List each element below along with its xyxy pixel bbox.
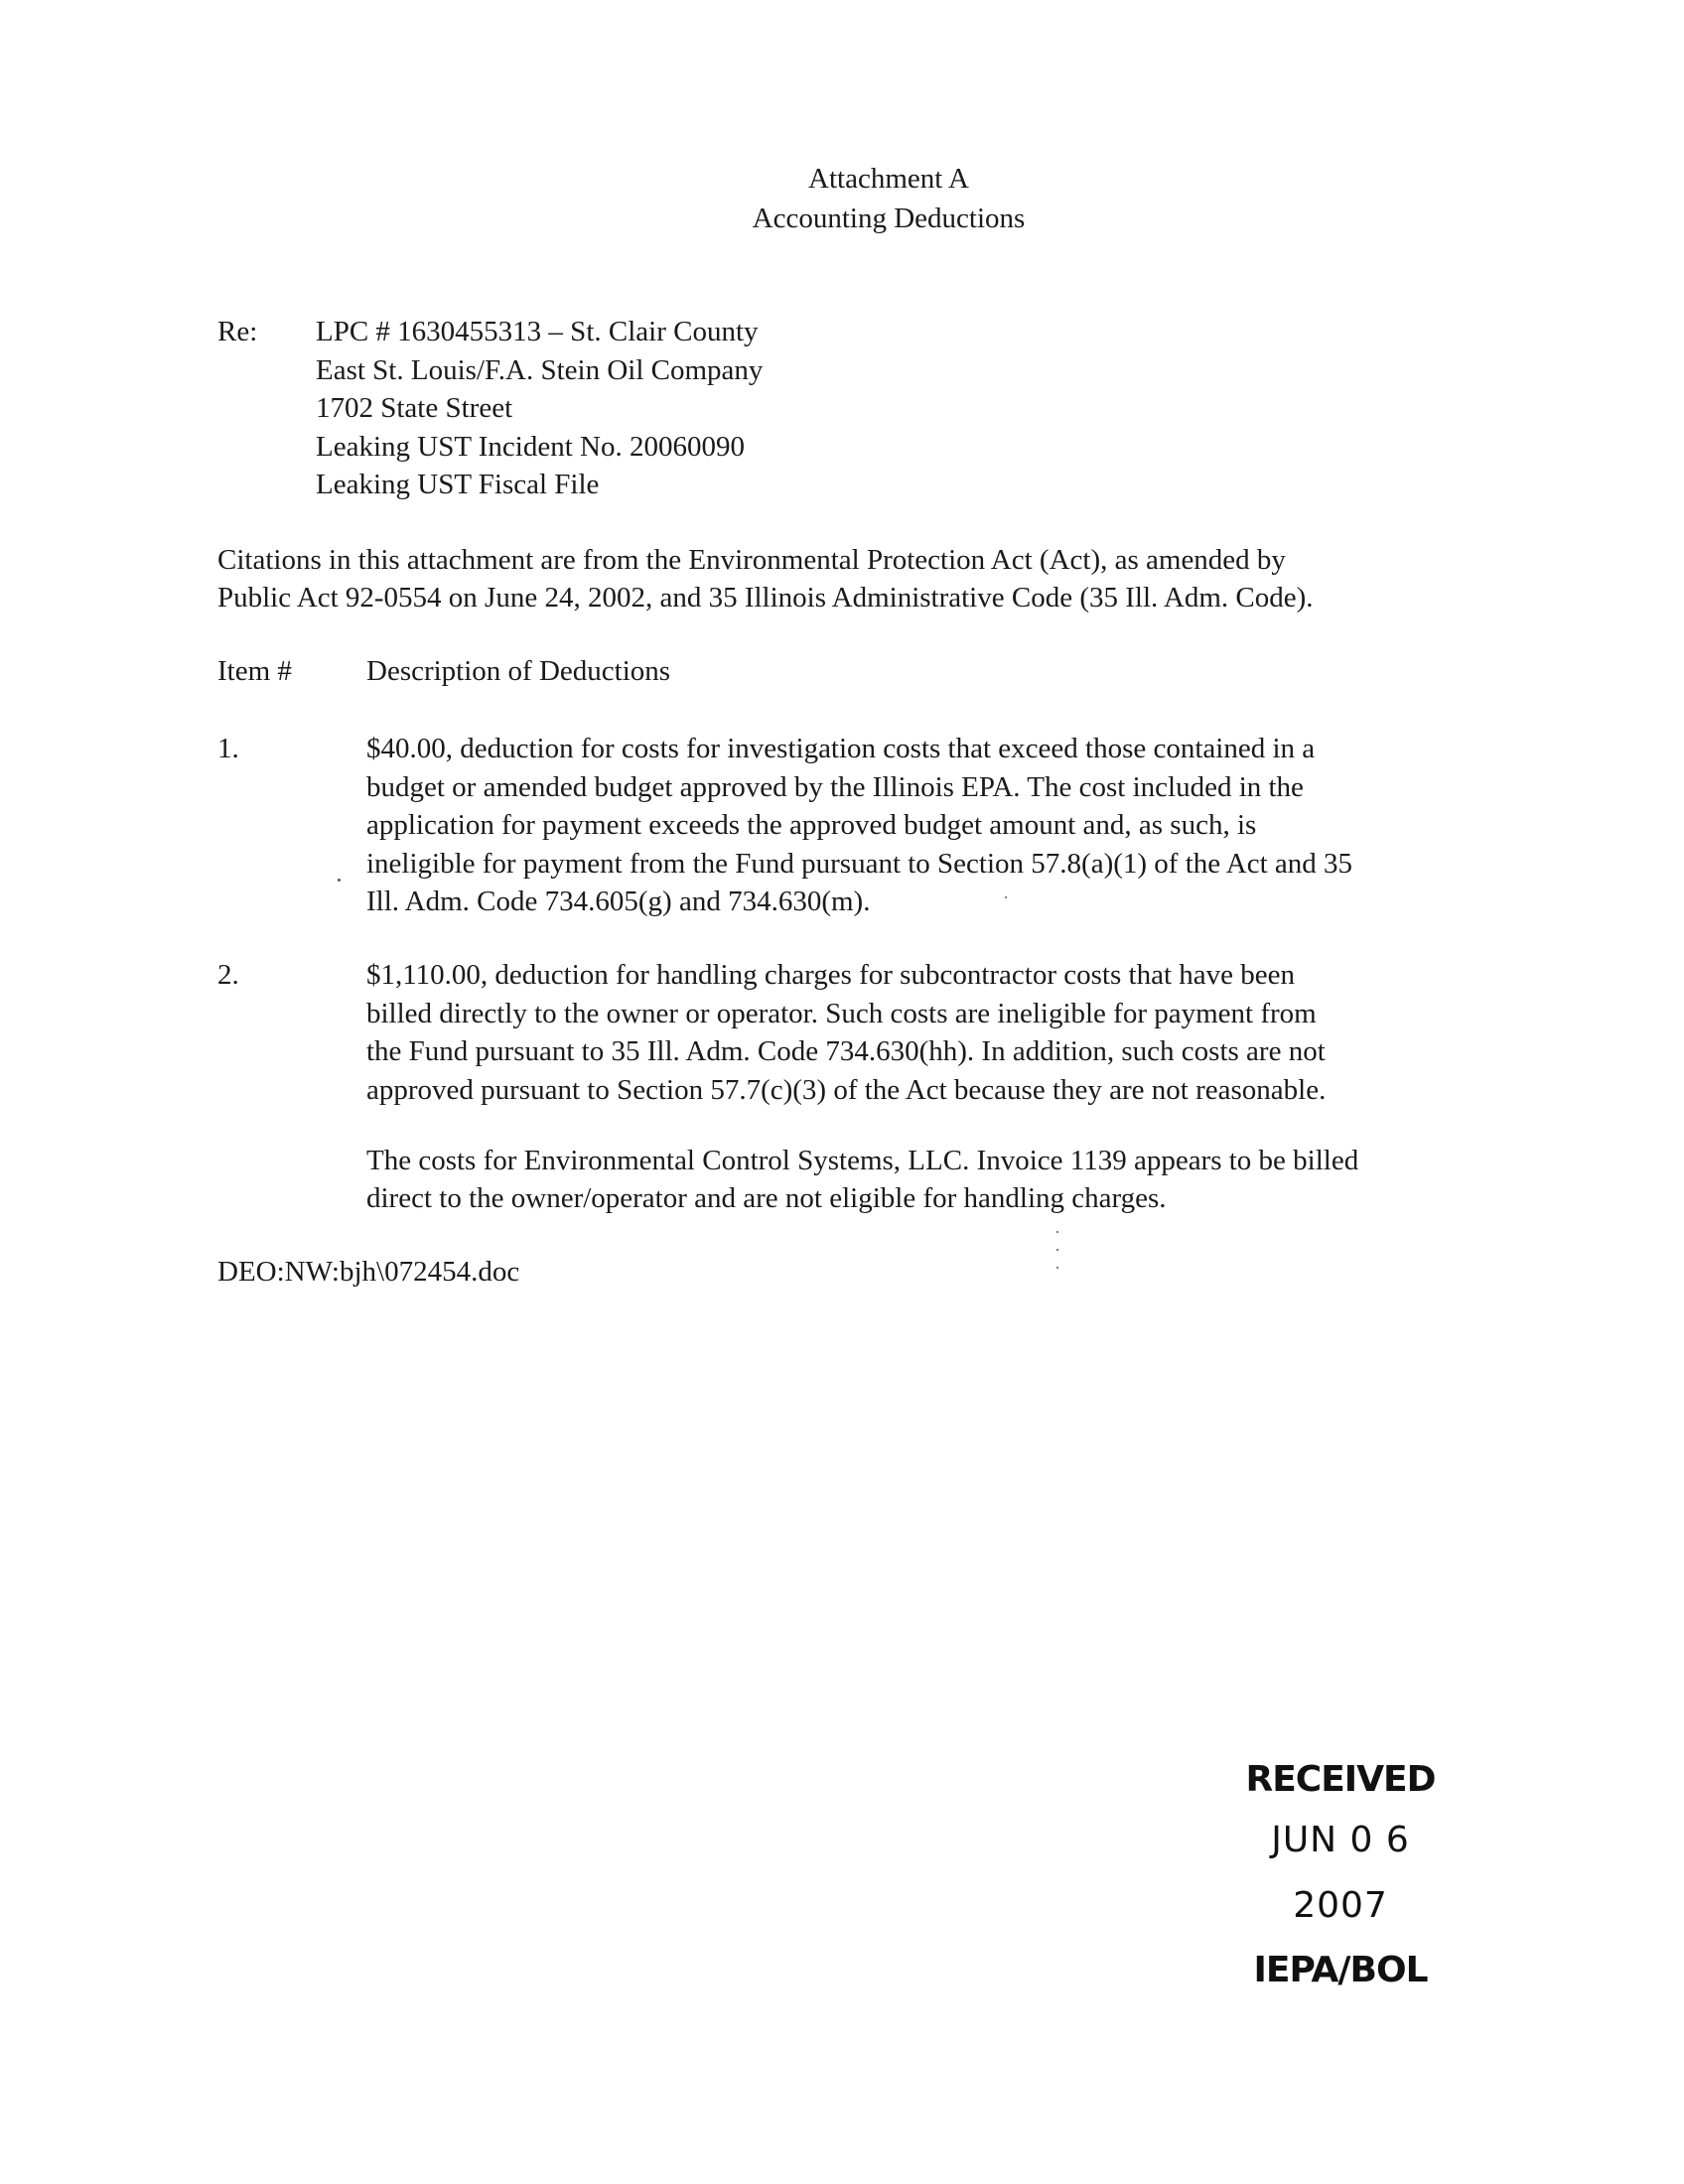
re-line-company: East St. Louis/F.A. Stein Oil Company bbox=[316, 353, 764, 386]
scan-speck bbox=[1005, 896, 1007, 898]
document-reference: DEO:NW:bjh\072454.doc bbox=[217, 1256, 520, 1288]
item-description bbox=[366, 956, 1684, 1109]
citations-paragraph bbox=[217, 541, 1528, 616]
item-description bbox=[366, 730, 1684, 921]
scan-speck bbox=[1056, 1231, 1058, 1233]
scan-speck bbox=[1056, 1249, 1058, 1251]
attachment-subtitle: Accounting Deductions bbox=[752, 203, 1026, 234]
item-line: $1,110.00, deduction for handling charges for subcontractor costs that have been bbox=[366, 959, 1295, 991]
note-paragraph bbox=[366, 1142, 1358, 1217]
re-label: Re: bbox=[217, 316, 258, 347]
item-line: billed directly to the owner or operator. Such costs are ineligible for payment from bbox=[366, 997, 1317, 1029]
stamp-received: RECEIVED bbox=[1245, 1759, 1436, 1800]
item-number: 1. bbox=[217, 733, 239, 764]
note-line: direct to the owner/operator and are not eligible for handling charges. bbox=[366, 1182, 1167, 1214]
description-header: Description of Deductions bbox=[366, 655, 671, 687]
scan-speck bbox=[1056, 1267, 1058, 1269]
re-line-file: Leaking UST Fiscal File bbox=[316, 469, 600, 500]
re-line-incident: Leaking UST Incident No. 20060090 bbox=[316, 430, 745, 463]
item-line: $40.00, deduction for costs for investigation costs that exceed those contained in a bbox=[366, 733, 1316, 764]
item-number: 2. bbox=[217, 959, 239, 991]
citations-line: Citations in this attachment are from the Environmental Protection Act (Act), as amended by bbox=[217, 544, 1286, 576]
item-line: ineligible for payment from the Fund pursuant to Section 57.8(a)(1) of the Act and 35 bbox=[366, 847, 1353, 880]
received-stamp bbox=[1231, 1752, 1450, 2002]
citations-line: Public Act 92-0554 on June 24, 2002, and 35 Illinois Administrative Code (35 Ill. Adm. Code). bbox=[217, 582, 1314, 614]
item-line: application for payment exceeds the approved budget amount and, as such, is bbox=[366, 809, 1257, 841]
re-line-address: 1702 State Street bbox=[316, 392, 513, 424]
stamp-date: JUN 0 6 2007 bbox=[1271, 1820, 1410, 1926]
item-line: Ill. Adm. Code 734.605(g) and 734.630(m). bbox=[366, 886, 871, 917]
title-block bbox=[0, 159, 1684, 238]
item-number-header: Item # bbox=[217, 655, 292, 687]
scan-speck bbox=[338, 879, 341, 882]
attachment-title: Attachment A bbox=[808, 163, 969, 195]
stamp-office: IEPA/BOL bbox=[1253, 1950, 1428, 1990]
note-line: The costs for Environmental Control Systems, LLC. Invoice 1139 appears to be billed bbox=[366, 1145, 1359, 1176]
re-details bbox=[316, 313, 763, 504]
item-line: approved pursuant to Section 57.7(c)(3) of the Act because they are not reasonable. bbox=[366, 1073, 1327, 1106]
re-line-lpc: LPC # 1630455313 – St. Clair County bbox=[316, 316, 759, 347]
item-line: budget or amended budget approved by the Illinois EPA. The cost included in the bbox=[366, 770, 1304, 803]
item-line: the Fund pursuant to 35 Ill. Adm. Code 734.630(hh). In addition, such costs are not bbox=[366, 1035, 1326, 1067]
